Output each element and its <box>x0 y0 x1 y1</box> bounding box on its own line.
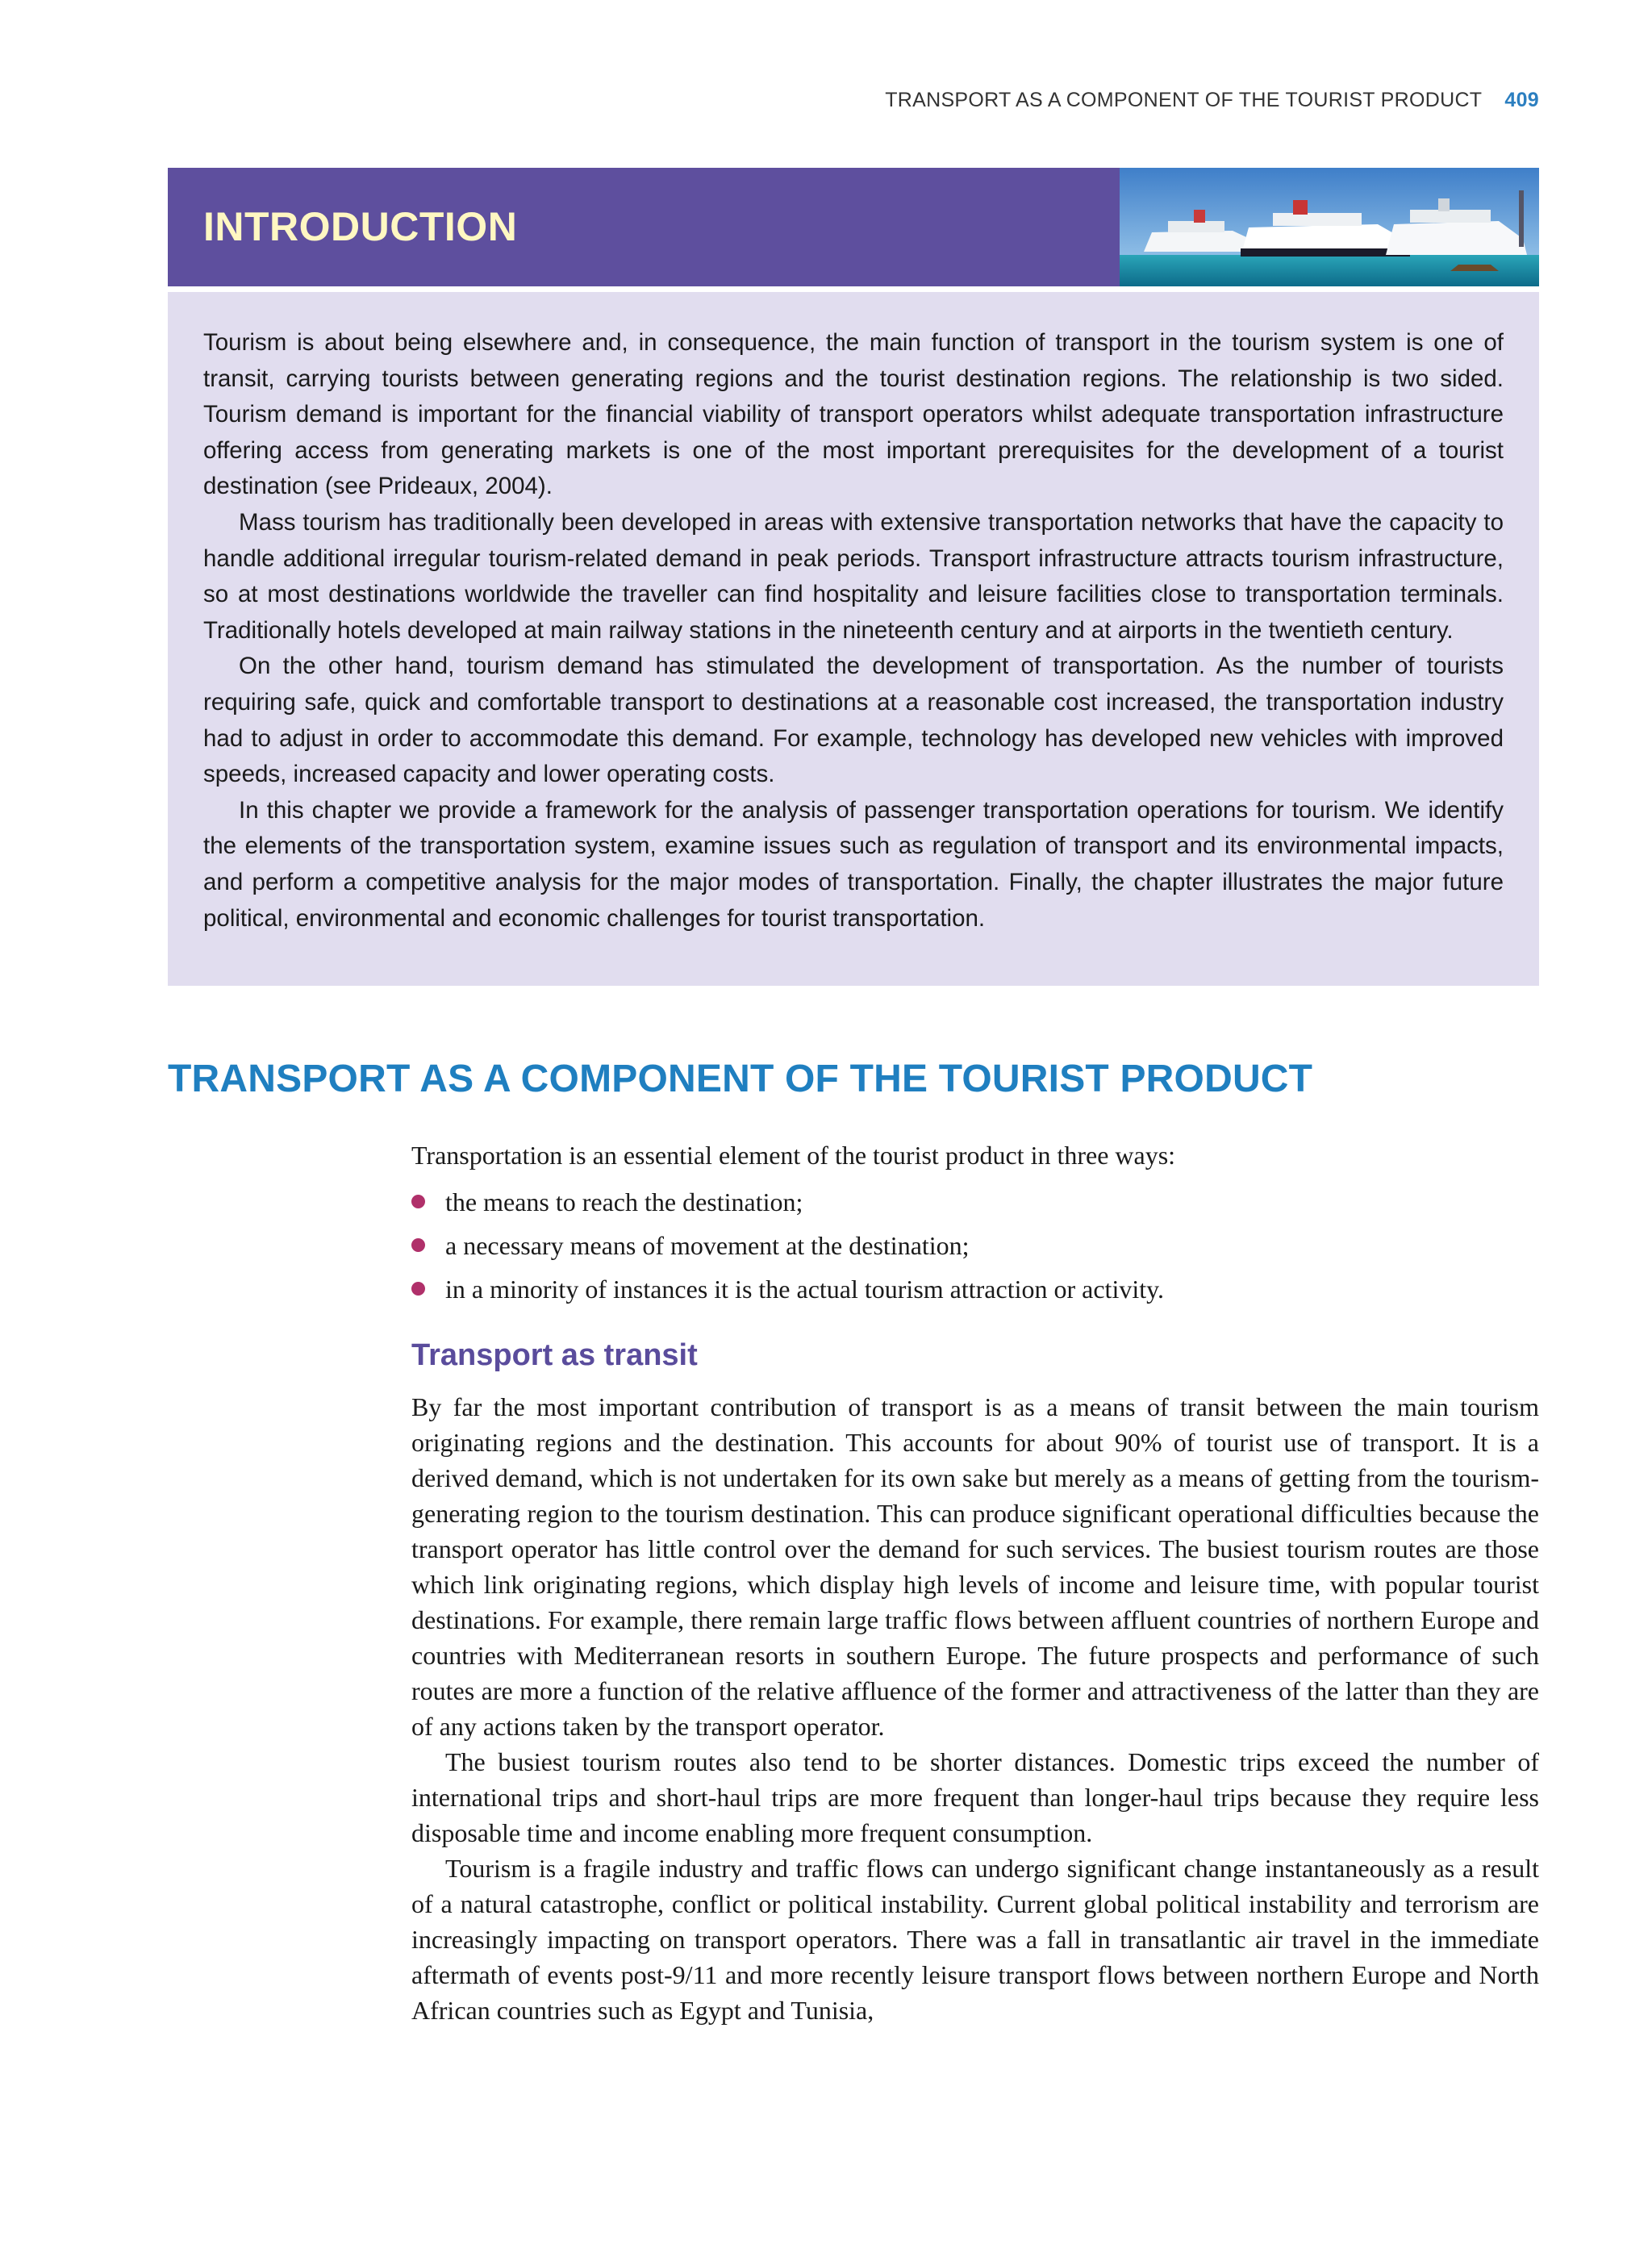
intro-title: INTRODUCTION <box>203 204 518 249</box>
bullet-icon <box>411 1195 425 1208</box>
cruise-ships-photo <box>1120 168 1539 286</box>
body-paragraph: The busiest tourism routes also tend to be shorter distances. Domestic trips exceed the number of international trips and short-haul trips are more frequent than longer-haul trips because they require less disposable time and income enabling more frequent consumption. <box>411 1747 1539 1847</box>
bullet-icon <box>411 1238 425 1252</box>
section-body <box>411 1137 1539 2028</box>
running-title: TRANSPORT AS A COMPONENT OF THE TOURIST PRODUCT <box>885 89 1483 111</box>
body-paragraph: Tourism is a fragile industry and traffic flows can undergo significant change instantaneously as a result of a natural catastrophe, conflict or political instability. Current global political instability and terrorism are increasingly impacting on transport operators. There was a fall in transatlantic air travel in the immediate aftermath of events post-9/11 and more recently leisure transport flows between northern Europe and North African countries such as Egypt and Tunisia, <box>411 1854 1539 2025</box>
list-item <box>411 1184 1539 1220</box>
body-paragraph: By far the most important contribution of transport is as a means of transit between the main tourism originating regions and the destination. This accounts for about 90% of tourist use of transport. It is a derived demand, which is not undertaken for its own sake but merely as a means of getting from the tourism-generating region to the tourism destination. This can produce significant operational difficulties because the transport operator has little control over the demand for such services. The busiest tourism routes are those which link originating regions, which display high levels of income and leisure time, with popular tourist destinations. For example, there remain large traffic flows between affluent countries of northern Europe and countries with Mediterranean resorts in southern Europe. The future prospects and performance of such routes are more a function of the relative affluence of the former and attractiveness of the latter than they are of any actions taken by the transport operator. <box>411 1392 1539 1741</box>
list-item <box>411 1271 1539 1307</box>
page-number: 409 <box>1504 89 1539 111</box>
section-lead: Transportation is an essential element of the tourist product in three ways: <box>411 1141 1176 1170</box>
section-title: TRANSPORT AS A COMPONENT OF THE TOURIST PRODUCT <box>168 1058 1313 1100</box>
intro-paragraph: Tourism is about being elsewhere and, in consequence, the main function of transport in the tourism system is one of transit, carrying tourists between generating regions and the tourist destination regions. The relationship is two sided. Tourism demand is important for the financial viability of transport operators whilst adequate transportation infrastructure offering access from generating markets is one of the most important prerequisites for the development of a tourist destination (see Prideaux, 2004). <box>203 329 1504 500</box>
subsection-title: Transport as transit <box>411 1338 698 1372</box>
bullet-text: a necessary means of movement at the destination; <box>445 1231 970 1260</box>
bullet-text: in a minority of instances it is the actual tourism attraction or activity. <box>445 1275 1165 1304</box>
bullet-text: the means to reach the destination; <box>445 1187 803 1216</box>
intro-paragraph: On the other hand, tourism demand has stimulated the development of transportation. As the number of tourists requiring safe, quick and comfortable transport to destinations at a reasonable cost increased, the transportation industry had to adjust in order to accommodate this demand. For example, technology has developed new vehicles with improved speeds, increased capacity and lower operating costs. <box>203 653 1504 788</box>
bullet-list <box>411 1184 1539 1307</box>
intro-banner <box>168 168 1539 286</box>
list-item <box>411 1228 1539 1263</box>
intro-paragraph: In this chapter we provide a framework for the analysis of passenger transportation operations for tourism. We identify the elements of the transportation system, examine issues such as regulation of transport and its environmental impacts, and perform a competitive analysis for the major modes of transportation. Finally, the chapter illustrates the major future political, environmental and economic challenges for tourist transportation. <box>203 796 1504 932</box>
introduction-box <box>168 292 1539 986</box>
running-header <box>0 89 1539 112</box>
intro-paragraph: Mass tourism has traditionally been developed in areas with extensive transportation networks that have the capacity to handle additional irregular tourism-related demand in peak periods. Transport infrastructure attracts tourism infrastructure, so at most destinations worldwide the traveller can find hospitality and leisure facilities close to transportation terminals. Traditionally hotels developed at main railway stations in the nineteenth century and at airports in the twentieth century. <box>203 508 1504 644</box>
bullet-icon <box>411 1282 425 1296</box>
